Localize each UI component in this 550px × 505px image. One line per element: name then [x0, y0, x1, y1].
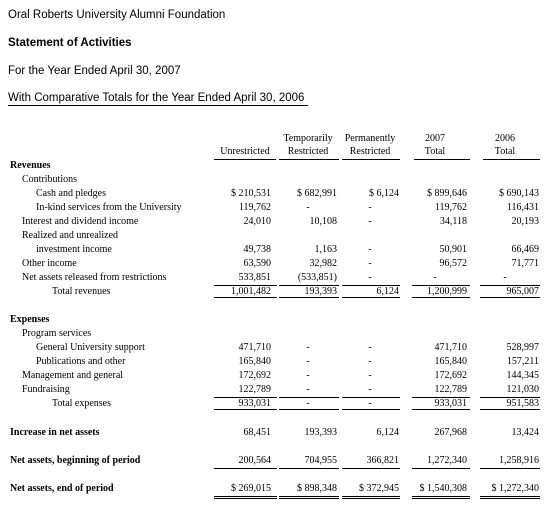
row-value: 13,424 [511, 427, 539, 438]
comparative-line: With Comparative Totals for the Year Ended April 30, 2006 [8, 92, 308, 106]
subtotal-rule [480, 468, 540, 469]
total-rule [214, 409, 277, 410]
subtotal-rule [214, 468, 277, 469]
subtotal-rule [342, 397, 400, 398]
subtotal-rule [342, 285, 400, 286]
row-value: 193,393 [304, 427, 337, 438]
row-value: 122,789 [434, 384, 467, 395]
row-value: 200,564 [238, 455, 271, 466]
row-value: 50,901 [439, 244, 467, 255]
row-label: Realized and unrealized [22, 230, 119, 241]
row-value: 24,010 [243, 216, 271, 227]
row-label: Increase in net assets [10, 427, 100, 438]
row-value: $ 372,945 [359, 483, 399, 494]
subtotal-rule [279, 285, 339, 286]
row-label: Total expenses [52, 398, 112, 409]
row-value: 172,692 [434, 370, 467, 381]
row-value: 63,590 [243, 258, 271, 269]
total-rule [480, 409, 540, 410]
row-value: - [306, 384, 310, 395]
subtotal-rule [412, 285, 470, 286]
subtotal-rule [480, 397, 540, 398]
row-value: - [503, 272, 507, 283]
row-value: 933,031 [238, 398, 271, 409]
column-header-rule [414, 159, 470, 160]
row-value: - [306, 356, 310, 367]
period-line: For the Year Ended April 30, 2007 [8, 65, 181, 77]
row-value: 165,840 [238, 356, 271, 367]
column-header-rule [483, 159, 540, 160]
row-label: Net assets, beginning of period [10, 455, 141, 466]
total-rule [480, 297, 540, 298]
column-header-rule [342, 159, 400, 160]
row-value: 49,738 [243, 244, 271, 255]
row-value: $ 210,531 [231, 188, 271, 199]
row-label: Expenses [10, 314, 50, 325]
grand-total-rule [342, 496, 400, 499]
column-header-rule [214, 159, 276, 160]
row-value: 96,572 [439, 258, 467, 269]
column-header-line2: Restricted [349, 146, 391, 157]
row-value: - [368, 202, 372, 213]
row-value: 1,163 [314, 244, 337, 255]
row-value: - [368, 244, 372, 255]
row-label: Other income [22, 258, 77, 269]
row-label: Cash and pledges [36, 188, 106, 199]
total-rule [412, 409, 470, 410]
grand-total-rule [412, 496, 470, 499]
column-header-line2: Unrestricted [220, 146, 270, 157]
row-value: 1,258,916 [499, 455, 539, 466]
row-value: 122,789 [238, 384, 271, 395]
row-value: 471,710 [434, 342, 467, 353]
row-value: 119,762 [238, 202, 271, 213]
total-rule [342, 409, 400, 410]
row-value: 144,345 [506, 370, 539, 381]
grand-total-rule [214, 496, 277, 499]
row-value: 193,393 [304, 286, 337, 297]
row-value: 704,955 [304, 455, 337, 466]
row-value: 6,124 [376, 286, 399, 297]
row-value: 119,762 [434, 202, 467, 213]
subtotal-rule [214, 285, 277, 286]
row-value: (533,851) [297, 272, 337, 283]
row-value: 121,030 [506, 384, 539, 395]
row-value: 71,771 [511, 258, 539, 269]
column-header-line1: Temporarily [283, 133, 333, 144]
row-value: 528,997 [506, 342, 539, 353]
row-value: 34,118 [439, 216, 467, 227]
row-label: investment income [36, 244, 112, 255]
row-value: $ 682,991 [297, 188, 337, 199]
row-value: - [368, 384, 372, 395]
column-header-line1: 2006 [495, 133, 515, 144]
row-label: Net assets released from restrictions [22, 272, 167, 283]
total-rule [412, 297, 470, 298]
row-label: Interest and dividend income [22, 216, 139, 227]
subtotal-rule [214, 397, 277, 398]
row-value: 157,211 [506, 356, 539, 367]
row-value: 66,469 [511, 244, 539, 255]
subtotal-rule [412, 468, 470, 469]
row-value: $ 269,015 [231, 483, 271, 494]
subtotal-rule [279, 468, 339, 469]
total-rule [279, 297, 339, 298]
column-header-line2: Total [494, 146, 516, 157]
grand-total-rule [480, 496, 540, 499]
row-label: Fundraising [22, 384, 70, 395]
row-value: - [368, 398, 372, 409]
row-label: Total revenues [52, 286, 111, 297]
row-label: Contributions [22, 174, 78, 185]
statement-title: Statement of Activities [8, 37, 132, 49]
row-value: 933,031 [434, 398, 467, 409]
grand-total-rule [279, 496, 339, 499]
row-value: 68,451 [243, 427, 271, 438]
row-value: 10,108 [309, 216, 337, 227]
row-value: $ 1,540,308 [419, 483, 467, 494]
row-value: 1,272,340 [427, 455, 467, 466]
row-value: - [433, 272, 437, 283]
row-value: 116,431 [506, 202, 539, 213]
row-value: - [306, 342, 310, 353]
row-value: - [368, 370, 372, 381]
row-value: - [306, 202, 310, 213]
row-value: 965,007 [506, 286, 539, 297]
row-value: $ 899,646 [427, 188, 467, 199]
subtotal-rule [342, 468, 400, 469]
row-label: Publications and other [36, 356, 126, 367]
column-header-line1: 2007 [425, 133, 445, 144]
row-value: - [368, 272, 372, 283]
subtotal-rule [412, 397, 470, 398]
row-value: 172,692 [238, 370, 271, 381]
row-value: $ 1,272,340 [491, 483, 539, 494]
row-value: 165,840 [434, 356, 467, 367]
column-header-line2: Restricted [287, 146, 329, 157]
subtotal-rule [279, 397, 339, 398]
row-value: - [306, 398, 310, 409]
row-value: 1,200,999 [427, 286, 467, 297]
subtotal-rule [480, 285, 540, 286]
row-label: Program services [22, 328, 92, 339]
row-value: $ 690,143 [499, 188, 539, 199]
row-value: - [368, 356, 372, 367]
row-value: 1,001,482 [231, 286, 271, 297]
org-name: Oral Roberts University Alumni Foundation [8, 9, 226, 21]
total-rule [214, 297, 277, 298]
row-value: 533,851 [238, 272, 271, 283]
row-label: Management and general [22, 370, 124, 381]
row-value: 32,982 [309, 258, 337, 269]
column-header-line2: Total [424, 146, 446, 157]
row-value: 6,124 [376, 427, 399, 438]
column-header-line1: Permanently [344, 133, 396, 144]
row-value: 366,821 [366, 455, 399, 466]
row-value: - [368, 342, 372, 353]
row-value: - [368, 258, 372, 269]
row-value: - [306, 370, 310, 381]
row-label: General University support [36, 342, 145, 353]
row-value: - [368, 216, 372, 227]
row-value: 471,710 [238, 342, 271, 353]
row-value: $ 6,124 [369, 188, 399, 199]
total-rule [279, 409, 339, 410]
row-value: 20,193 [511, 216, 539, 227]
column-header-rule [279, 159, 339, 160]
row-value: $ 898,348 [297, 483, 337, 494]
row-label: Net assets, end of period [10, 483, 114, 494]
row-value: 267,968 [434, 427, 467, 438]
row-label: Revenues [10, 160, 51, 171]
row-label: In-kind services from the University [36, 202, 182, 213]
row-value: 951,583 [506, 398, 539, 409]
total-rule [342, 297, 400, 298]
